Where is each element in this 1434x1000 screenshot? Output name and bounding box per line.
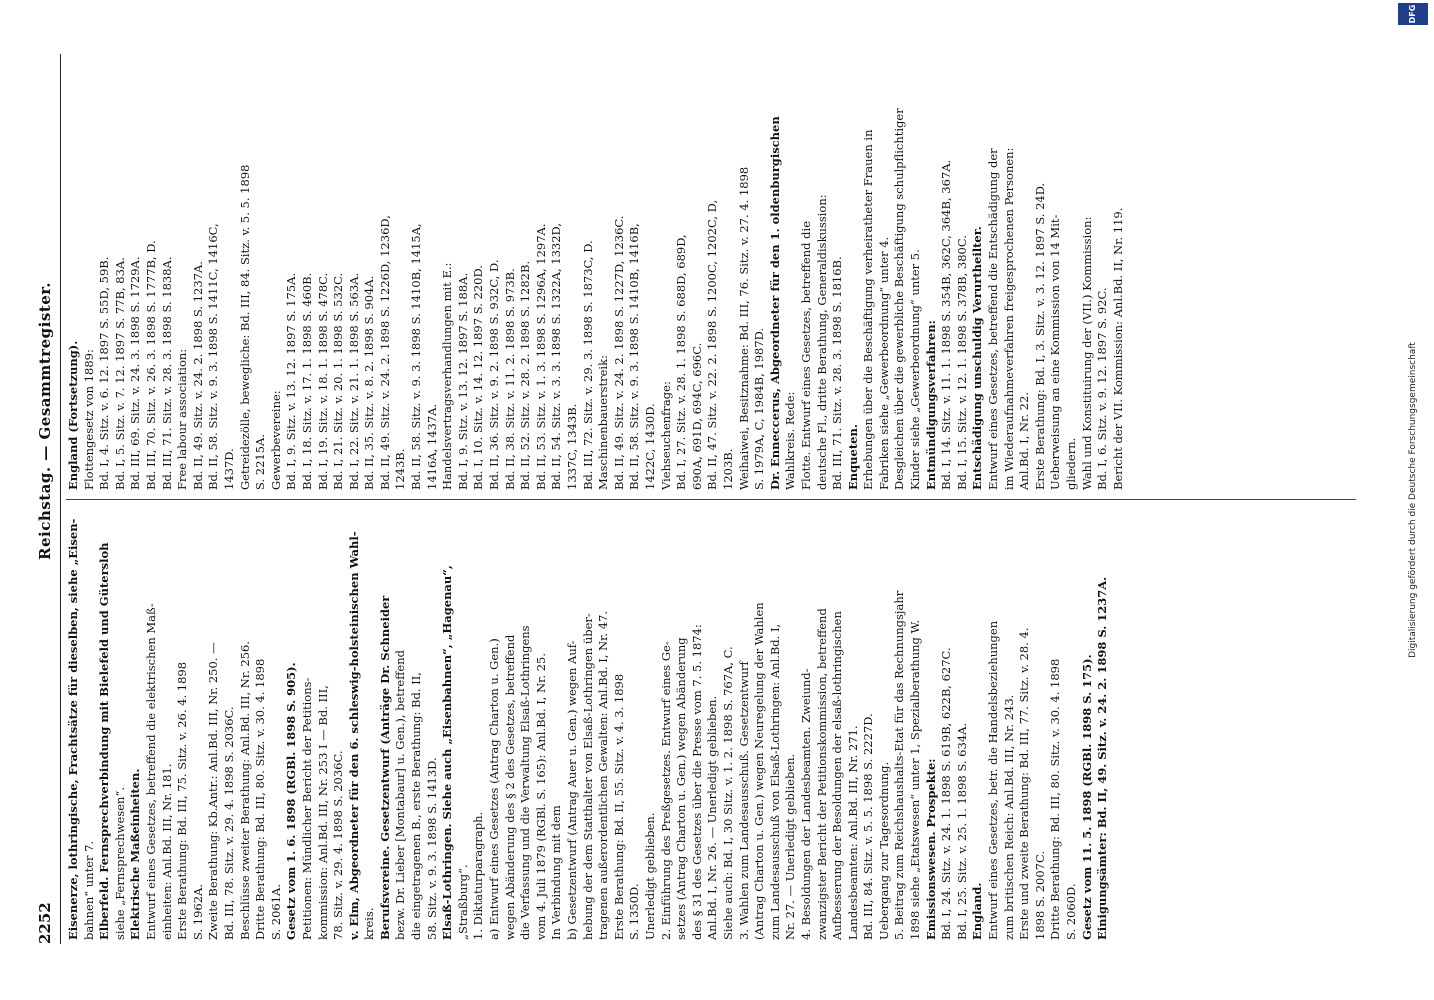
right-column xyxy=(66,60,1126,490)
register-line: 1898 siehe „Etatswesen“ unter 1, Spezialberathung W. xyxy=(908,619,923,940)
register-line: England (Fortsetzung). xyxy=(66,340,80,490)
register-line: Erste Berathung: Bd. II, 55. Sitz. v. 4. 3. 1898 xyxy=(611,673,626,940)
register-line: Bd. I, 9. Sitz. v. 13. 12. 1897 S. 188A. xyxy=(455,272,470,490)
register-line: Bd. I, 6. Sitz. v. 9. 12. 1897 S. 92C. xyxy=(1095,287,1110,490)
register-line: Bd. I, 9. Sitz. v. 13. 12. 1897 S. 175A. xyxy=(284,272,299,490)
register-line: 1337C, 1343B. xyxy=(565,403,579,490)
register-line: Bd. II, 54. Sitz. v. 3. 3. 1898 S. 1322A, 1332D, xyxy=(549,222,564,490)
register-line: Bd. I, 10. Sitz. v. 14. 12. 1897 S. 220D. xyxy=(471,265,486,490)
register-line: Wahlkreis. Rede: xyxy=(783,391,798,490)
register-line: „Straßburg“. xyxy=(455,864,470,940)
register-line: Bd. II, 49. Sitz. v. 24. 2. 1898 S. 1227D, 1236C. xyxy=(611,215,626,490)
register-line: 58. Sitz. v. 9. 3. 1898 S. 1413D. xyxy=(424,757,439,940)
register-line: Elsaß-Lothringen. Siehe auch „Eisenbahnen“, „Hagenau“, xyxy=(440,565,455,940)
register-line: Bd. II, 49. Sitz. v. 24. 2. 1898 S. 1226D, 1236D, xyxy=(377,215,392,490)
register-line: Bd. III, 72. Sitz. v. 29. 3. 1898 S. 1873C, D. xyxy=(580,240,595,490)
register-line: hebung der dem Statthalter von Elsaß-Lothringen über- xyxy=(580,613,595,940)
register-line: Bd. II, 58. Sitz. v. 9. 3. 1898 S. 1410B, 1416B, xyxy=(627,223,642,490)
register-line: Bd. I, 27. Sitz. v. 28. 1. 1898 S. 688D, 689D, xyxy=(674,234,689,490)
register-line: deutsche Fl., dritte Berathung, Generaldiskussion: xyxy=(814,194,829,490)
register-line: Entwurf eines Gesetzes, betreffend die Entschädigung der xyxy=(986,148,1001,490)
register-line: bahnen“ unter 7. xyxy=(81,840,96,940)
column-divider xyxy=(66,499,1356,500)
register-line: vom 4. Juli 1879 (RGBl. S. 165): Anl.Bd. I, Nr. 25. xyxy=(533,653,548,940)
register-line: Siehe auch: Bd. I, 30 Sitz. v. 1. 2. 1898 S. 767A, C. xyxy=(720,646,735,940)
register-line: Bd. I, 21. Sitz. v. 20. 1. 1898 S. 532C. xyxy=(331,272,346,490)
register-line: (Antrag Charton u. Gen.) wegen Neuregelung der Wahlen xyxy=(752,602,767,940)
register-line: Kinder siehe „Gewerbeordnung“ unter 5. xyxy=(908,249,923,490)
register-line: a) Entwurf eines Gesetzes (Antrag Charton u. Gen.) xyxy=(487,638,502,940)
register-line: Nr. 27. — Unerledigt geblieben. xyxy=(783,753,798,940)
left-column xyxy=(66,510,1111,940)
register-line: Viehseuchenfrage: xyxy=(658,381,673,490)
register-line: S. 1350D. xyxy=(627,883,642,940)
register-line: 78. Sitz. v. 29. 4. 1898 S. 2036C. xyxy=(331,750,346,940)
register-line: 1422C, 1430D. xyxy=(642,403,657,490)
register-line: die Verfassung und die Verwaltung Elsaß-Lothringens xyxy=(518,625,533,940)
register-line: 2. Einführung des Preßgesetzes. Entwurf eines Ge- xyxy=(658,641,673,940)
register-line: Desgleichen über die gewerbliche Beschäftigung schulpflichtiger xyxy=(892,108,907,490)
register-line: Anl.Bd. I, Nr. 22. xyxy=(1017,392,1032,490)
register-line: 3. Wahlen zum Landesausschuß. Gesetzentwurf xyxy=(736,661,751,940)
register-line: kommission: Anl.Bd. III, Nr. 253 I — Bd. III, xyxy=(315,685,330,940)
register-line: Zweite Berathung: Kb.Antr.: Anl.Bd. III, Nr. 250. — xyxy=(206,642,221,940)
register-line: bezw. Dr. Lieber [Montabaur] u. Gen.), betreffend xyxy=(393,650,408,940)
register-line: Erste Berathung: Bd. III, 75. Sitz. v. 26. 4. 1898 xyxy=(175,661,190,940)
register-line: kreis. xyxy=(362,907,377,940)
register-line: S. 1979A, C, 1984B, 1987D. xyxy=(752,327,767,490)
register-line: 1437D. xyxy=(221,448,236,490)
register-line: Dritte Berathung: Bd. III, 80. Sitz. v. 30. 4. 1898 xyxy=(253,658,268,940)
register-line: zum Landesausschuß von Elsaß-Lothringen: Anl.Bd. I, xyxy=(767,623,782,940)
register-line: Entwurf eines Gesetzes, betreffend die elektrischen Maß- xyxy=(143,603,158,940)
register-line: Bd. I, 15. Sitz. v. 12. 1. 1898 S. 378B, 380C. xyxy=(954,235,969,490)
register-line: gliedern. xyxy=(1064,437,1078,490)
register-line: einheiten: Anl.Bd. III, Nr. 181. xyxy=(159,763,174,940)
register-line: Bd. I, 22. Sitz. v. 21. 1. 1898 S. 563A. xyxy=(346,272,361,490)
register-line: Beschlüsse zweiter Berathung: Anl.Bd. III, Nr. 256. xyxy=(237,641,252,940)
register-line: Erste und zweite Berathung: Bd. III, 77. Sitz. v. 28. 4. xyxy=(1017,627,1032,940)
register-line: Bd. I, 18. Sitz. v. 17. 1. 1898 S. 460B. xyxy=(299,272,314,490)
register-line: Bd. II, 36. Sitz. v. 9. 2. 1898 S. 932C, D. xyxy=(487,259,502,490)
dfg-logo: DFG xyxy=(1398,3,1428,25)
register-line: Erste Berathung: Bd. I, 3. Sitz. v. 3. 12. 1897 S. 24D. xyxy=(1032,182,1047,490)
register-line: S. 2215A. xyxy=(253,433,268,490)
register-line: Getreidezölle, bewegliche: Bd. III, 84. Sitz. v. 5. 5. 1898 xyxy=(237,164,252,490)
register-line: Bd. II, 58. Sitz. v. 9. 3. 1898 S. 1410B, 1415A, xyxy=(409,223,424,490)
register-line: Einigungsämter: Bd. II, 49. Sitz. v. 24. 2. 1898 S. 1237A. xyxy=(1095,576,1110,940)
register-line: 1898 S. 2007C. xyxy=(1032,850,1047,940)
register-line: Bd. I, 24. Sitz. v. 24. 1. 1898 S. 619B, 622B, 627C. xyxy=(939,647,954,940)
page-number: 2252 xyxy=(36,902,54,944)
register-line: S. 1962A. xyxy=(190,883,205,940)
register-line: Unerledigt geblieben. xyxy=(642,812,657,940)
register-line: Bd. II, 38. Sitz. v. 11. 2. 1898 S. 973B. xyxy=(502,268,517,490)
register-line: Weihaiwei, Besitznahme: Bd. III, 76. Sitz. v. 27. 4. 1898 xyxy=(736,166,751,490)
register-line: im Wiederaufnahmeverfahren freigesprochenen Personen: xyxy=(1001,147,1016,490)
register-line: Elberfeld. Fernsprechverbindung mit Bielefeld und Gütersloh xyxy=(97,542,112,940)
register-line: Bd. I, 25. Sitz. v. 25. 1. 1898 S. 634A. xyxy=(954,722,969,940)
register-line: 1. Diktaturparagraph. xyxy=(471,811,486,940)
register-line: tragenen außerordentlichen Gewalten: Anl.Bd. I, Nr. 47. xyxy=(596,610,611,940)
register-line: Berufsvereine. Gesetzentwurf (Anträge Dr. Schneider xyxy=(377,595,392,940)
register-line: Dritte Berathung: Bd. III, 80. Sitz. v. 30. 4. 1898 xyxy=(1048,658,1063,940)
register-line: Bd. II, 47. Sitz. v. 22. 2. 1898 S. 1200C, 1202C, D, xyxy=(705,199,720,490)
register-line: Bd. III, 70. Sitz. v. 26. 3. 1898 S. 1777B, D. xyxy=(143,240,158,490)
register-line: Bd. I, 5. Sitz. v. 7. 12. 1897 S. 77B, 83A. xyxy=(112,257,127,490)
register-line: Entmündigungsverfahren: xyxy=(923,320,938,490)
register-line: Flottengesetz von 1889: xyxy=(81,349,96,490)
register-line: Gewerbevereine: xyxy=(268,390,283,490)
register-line: 1416A, 1437A. xyxy=(424,403,439,490)
register-line: Emissionswesen. Prospekte: xyxy=(923,758,938,940)
register-line: Entschädigung unschuldig Verurtheilter. xyxy=(970,226,985,490)
register-line: Bd. III, 71. Sitz. v. 28. 3. 1898 S. 1838A. xyxy=(159,256,174,490)
register-line: Landesbeamten: Anl.Bd. III, Nr. 271. xyxy=(845,725,860,940)
register-line: S. 2061A. xyxy=(268,883,283,940)
register-line: Bd. I, 19. Sitz. v. 18. 1. 1898 S. 478C. xyxy=(315,272,330,490)
register-line: Dr. Enneccerus, Abgeordneter für den 1. oldenburgischen xyxy=(767,116,782,490)
register-line: b) Gesetzentwurf (Antrag Auer u. Gen.) wegen Auf- xyxy=(565,640,579,940)
register-line: Anl.Bd. I, Nr. 26. — Unerledigt geblieben. xyxy=(705,695,720,940)
register-line: Bd. I, 14. Sitz. v. 11. 1. 1898 S. 354B, 362C, 364B, 367A. xyxy=(939,159,954,490)
register-line: Bd. I, 4. Sitz. v. 6. 12. 1897 S. 55D, 59B. xyxy=(97,256,112,490)
register-line: die eingetragenen B., erste Berathung: Bd. II, xyxy=(409,672,424,940)
register-line: des § 31 des Gesetzes über die Presse vom 7. 5. 1874: xyxy=(689,624,704,940)
register-line: wegen Abänderung des § 2 des Gesetzes, betreffend xyxy=(502,634,517,940)
register-line: Handelsvertragsverhandlungen mit E.: xyxy=(440,262,455,490)
register-line: In Verbindung mit dem xyxy=(549,805,564,940)
register-line: Entwurf eines Gesetzes, betr. die Handelsbeziehungen xyxy=(986,620,1001,940)
running-head: Reichstag. — Gesammtregister. xyxy=(36,282,54,560)
register-line: Bd. III, 78. Sitz. v. 29. 4. 1898 S. 2036C. xyxy=(221,706,236,940)
register-line: 1243B. xyxy=(393,448,408,490)
register-line: Fabriken siehe „Gewerbeordnung“ unter 4. xyxy=(876,236,891,490)
register-line: Bd. II, 52. Sitz. v. 28. 2. 1898 S. 1282B. xyxy=(518,260,533,490)
register-line: Bd. III, 71. Sitz. v. 28. 3. 1898 S. 1816B. xyxy=(830,256,845,490)
register-line: Gesetz vom 11. 5. 1898 (RGBl. 1898 S. 175). xyxy=(1079,654,1094,940)
digitization-note: Digitalisierung gefördert durch die Deutsche Forschungsgemeinschaft xyxy=(1408,342,1418,658)
register-line: England. xyxy=(970,882,985,940)
register-line: v. Elm, Abgeordneter für den 6. schleswig-holsteinischen Wahl- xyxy=(346,531,361,940)
register-line: Eisenerze, lothringische, Frachtsätze für dieselben, siehe „Eisen- xyxy=(66,518,80,940)
register-line: siehe „Fernsprechwesen“. xyxy=(112,787,127,940)
register-line: Bd. II, 35. Sitz. v. 8. 2. 1898 S. 904A. xyxy=(362,275,377,490)
register-line: 5. Beitrag zum Reichshaushalts-Etat für das Rechnungsjahr xyxy=(892,590,907,940)
register-line: 4. Besoldungen der Landesbeamten. Zweiund- xyxy=(798,668,813,940)
register-line: 690A, 691D, 694C, 696C. xyxy=(689,342,704,490)
register-line: Enqueten. xyxy=(845,424,860,490)
register-line: setzes (Antrag Charton u. Gen.) wegen Abänderung xyxy=(674,637,689,940)
register-line: Aufbesserung der Besoldungen der elsaß-lothringischen xyxy=(830,611,845,940)
register-line: Petitionen: Mündlicher Bericht der Petitions- xyxy=(299,677,314,940)
register-line: Bd. III, 69. Sitz. v. 24. 3. 1898 S. 1729A. xyxy=(128,256,143,490)
register-line: Bd. II, 58. Sitz. v. 9. 3. 1898 S. 1411C, 1416C, xyxy=(206,223,221,490)
register-line: Elektrische Maßeinheiten. xyxy=(128,768,143,940)
register-line: 1203B. xyxy=(720,448,735,490)
register-line: Gesetz vom 1. 6. 1898 (RGBl. 1898 S. 905). xyxy=(284,662,299,940)
header-rule xyxy=(60,54,61,944)
register-line: Wahl und Konstituirung der (VII.) Kommission: xyxy=(1079,216,1094,490)
register-line: Bd. II, 49. Sitz. v. 24. 2. 1898 S. 1237A. xyxy=(190,261,205,490)
register-line: Free labour association: xyxy=(175,348,190,490)
register-line: Bd. III, 84. Sitz. v. 5. 5. 1898 S. 2227D. xyxy=(861,713,876,940)
register-line: Ueberweisung an eine Kommission von 14 Mit- xyxy=(1048,214,1063,490)
register-line: Bd. II, 53. Sitz. v. 1. 3. 1898 S. 1296A, 1297A. xyxy=(533,223,548,490)
register-line: S. 2060D. xyxy=(1064,883,1078,940)
register-line: Bericht der VII. Kommission: Anl.Bd. II, Nr. 119. xyxy=(1110,207,1125,490)
register-line: Uebergang zur Tagesordnung. xyxy=(876,761,891,940)
register-line: Erhebungen über die Beschäftigung verheiratheter Frauen in xyxy=(861,129,876,490)
register-line: zwanzigster Bericht der Petitionskommission, betreffend xyxy=(814,608,829,940)
register-line: Flotte. Entwurf eines Gesetzes, betreffend die xyxy=(798,220,813,490)
register-line: Maschinenbauerstreik: xyxy=(596,355,611,490)
register-line: zum britischen Reich: Anl.Bd. III, Nr. 243. xyxy=(1001,694,1016,940)
